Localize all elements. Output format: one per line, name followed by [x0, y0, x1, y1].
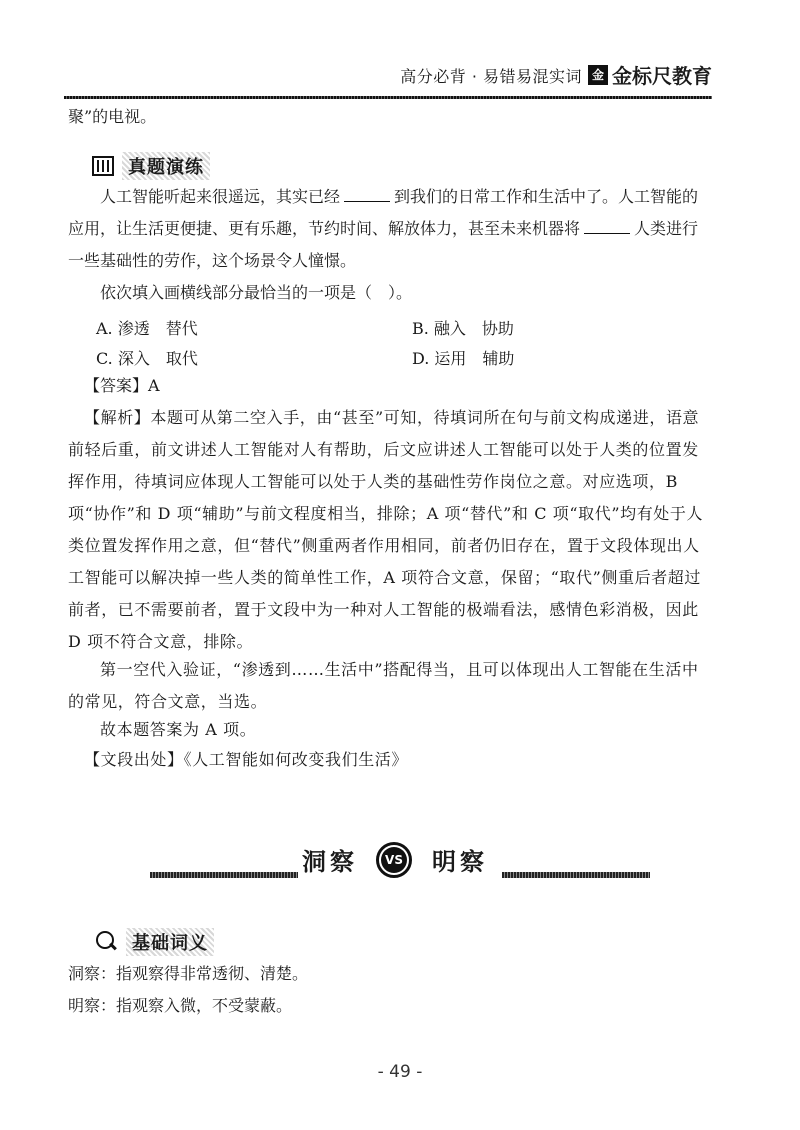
section-title-practice — [92, 152, 210, 180]
page-header — [0, 58, 800, 98]
option-a: A. 渗透 替代 — [96, 319, 198, 338]
question-stem — [68, 181, 714, 309]
stem-line1-a: 人工智能听起来很遥远，其实已经 — [100, 187, 341, 206]
magnifier-icon — [96, 931, 118, 953]
banner-word-left: 洞察 — [302, 847, 358, 876]
stem-line2-a: 应用，让生活更便捷、更有乐趣，节约时间、解放体力，甚至未来机器将 — [68, 219, 581, 238]
question-prompt: 依次填入画横线部分最恰当的一项是（ ）。 — [100, 283, 413, 302]
banner-rule-left — [150, 872, 298, 878]
brand-logo — [588, 60, 712, 89]
banner-word-right: 明察 — [432, 847, 488, 876]
section-title-text: 真题演练 — [122, 152, 210, 180]
header-rule — [64, 96, 712, 99]
blank-1 — [344, 187, 390, 202]
option-d: D. 运用 辅助 — [412, 349, 515, 368]
conclusion-text: 故本题答案为 A 项。 — [100, 720, 257, 739]
page-number: - 49 - — [377, 1062, 423, 1082]
section-title-text: 基础词义 — [126, 928, 214, 956]
verify-text: 第一空代入验证，“渗透到……生活中”搭配得当，且可以体现出人工智能在生活中的常见，符合文意，当选。 — [68, 660, 699, 711]
vs-badge — [376, 842, 412, 878]
comparison-banner — [150, 836, 650, 892]
brand-mark-icon: 金 — [588, 65, 608, 85]
equalizer-icon — [92, 156, 114, 176]
answer-line: 【答案】A — [84, 376, 160, 395]
header-title: 高分必背 · 易错易混实词 — [400, 67, 582, 86]
analysis-text: 【解析】本题可从第二空入手，由“甚至”可知，待填词所在句与前文构成递进，语意前轻后重，前文讲述人工智能对人有帮助，后文应讲述人工智能可以处于人类的位置发挥作用，待填词应体现人工智能可以处于人类的基础性劳作岗位之意。对应选项，B 项“协作”和 D 项“辅助”与前文程度相当，排除；A 项“替代”和 C 项“取代”均有处于人类位置发挥作用之意，但“替代”侧重两者作用相同，前者仍旧存在，置于文段体现出人工智能可以解决掉一些人类的简单性工作，A 项符合文意，保留；“取代”侧重后者超过前者，已不需要前者，置于文段中为一种对人工智能的极端看法，感情色彩消极，因此 D 项不符合文意，排除。 — [68, 408, 704, 651]
option-c: C. 深入 取代 — [96, 349, 198, 368]
definition-dongcha: 洞察：指观察得非常透彻、清楚。 — [68, 964, 309, 983]
source-text: 【文段出处】《人工智能如何改变我们生活》 — [84, 750, 409, 769]
stem-line2-b: 人类进行 — [634, 219, 699, 238]
vs-label: VS — [381, 847, 407, 873]
continuation-text: 聚”的电视。 — [68, 107, 157, 126]
stem-line3: 一些基础性的劳作，这个场景令人憧憬。 — [68, 251, 357, 270]
section-title-definitions — [96, 928, 214, 956]
banner-rule-right — [502, 872, 650, 878]
option-b: B. 融入 协助 — [412, 319, 514, 338]
stem-line1-b: 到我们的日常工作和生活中了。人工智能的 — [394, 187, 699, 206]
definition-mingcha: 明察：指观察入微，不受蒙蔽。 — [68, 996, 293, 1015]
brand-name: 金标尺教育 — [612, 64, 712, 88]
blank-2 — [584, 219, 630, 234]
